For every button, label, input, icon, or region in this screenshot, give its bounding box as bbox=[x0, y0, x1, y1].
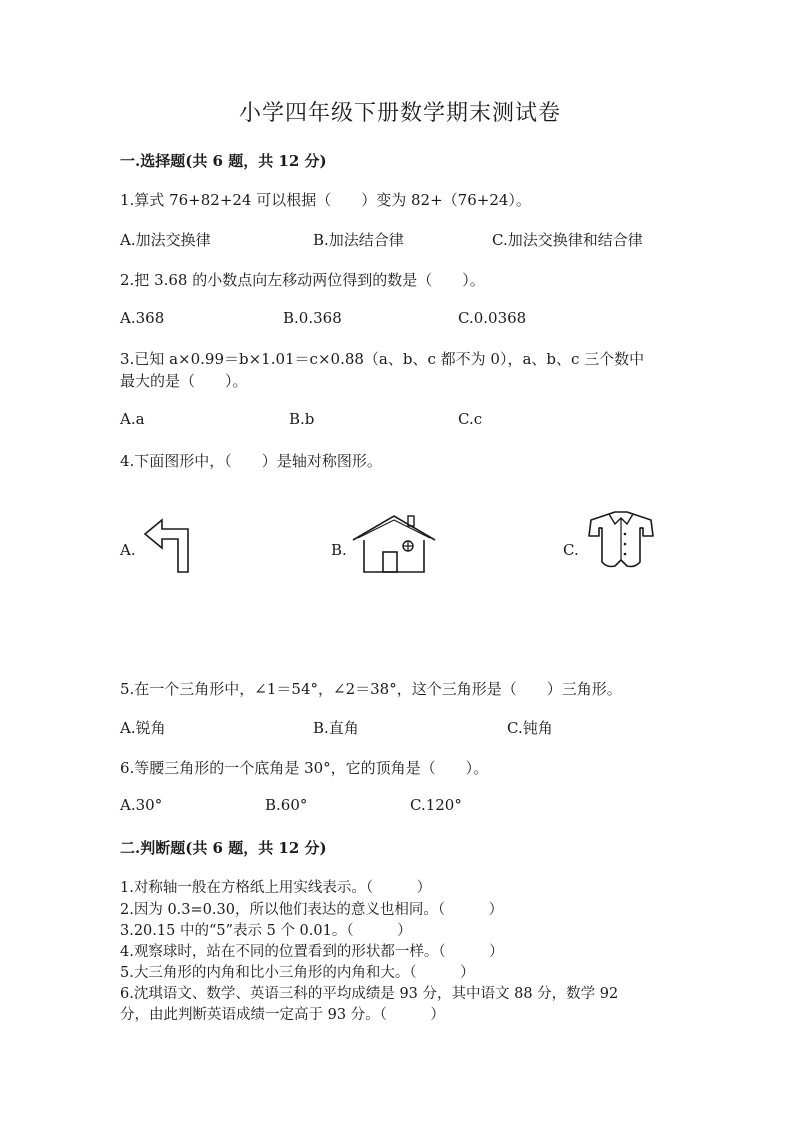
question-6-option-c: C.120° bbox=[410, 796, 462, 814]
true-false-item-5: 5.大三角形的内角和比小三角形的内角和大。（ ） bbox=[120, 965, 475, 981]
question-6-option-a: A.30° bbox=[120, 796, 163, 814]
question-5-option-a: A.锐角 bbox=[120, 719, 166, 737]
question-4-option-a: A. bbox=[120, 541, 136, 559]
section-heading-true-false: 二.判断题(共 6 题，共 12 分) bbox=[120, 839, 327, 857]
arrow-turn-left-icon bbox=[140, 516, 196, 576]
question-5-option-b: B.直角 bbox=[313, 719, 359, 737]
question-2-text: 2.把 3.68 的小数点向左移动两位得到的数是（ ）。 bbox=[120, 271, 485, 289]
question-2-option-b: B.0.368 bbox=[283, 309, 342, 327]
question-5-text: 5.在一个三角形中，∠1＝54°，∠2＝38°，这个三角形是（ ）三角形。 bbox=[120, 680, 622, 698]
question-2-option-c: C.0.0368 bbox=[458, 309, 527, 327]
question-6-option-b: B.60° bbox=[265, 796, 308, 814]
true-false-item-4: 4.观察球时，站在不同的位置看到的形状都一样。（ ） bbox=[120, 944, 504, 960]
question-3-option-c: C.c bbox=[458, 410, 483, 428]
question-3-option-b: B.b bbox=[289, 410, 315, 428]
question-2-option-a: A.368 bbox=[120, 309, 165, 327]
question-4-option-b: B. bbox=[331, 541, 347, 559]
question-6-text: 6.等腰三角形的一个底角是 30°，它的顶角是（ ）。 bbox=[120, 759, 489, 777]
question-4-option-c: C. bbox=[563, 541, 579, 559]
true-false-item-2: 2.因为 0.3=0.30，所以他们表达的意义也相同。（ ） bbox=[120, 902, 504, 918]
question-5-option-c: C.钝角 bbox=[507, 719, 553, 737]
question-1-option-a: A.加法交换律 bbox=[120, 231, 211, 249]
true-false-item-6-line-1: 6.沈琪语文、数学、英语三科的平均成绩是 93 分，其中语文 88 分，数学 92 bbox=[120, 986, 619, 1002]
question-4-text: 4.下面图形中，（ ）是轴对称图形。 bbox=[120, 452, 382, 470]
true-false-item-6-line-2: 分，由此判断英语成绩一定高于 93 分。（ ） bbox=[120, 1007, 445, 1023]
question-1-option-c: C.加法交换律和结合律 bbox=[492, 231, 643, 249]
question-1-option-b: B.加法结合律 bbox=[313, 231, 404, 249]
true-false-item-3: 3.20.15 中的“5”表示 5 个 0.01。（ ） bbox=[120, 923, 412, 939]
question-3-text-line-2: 最大的是（ ）。 bbox=[120, 372, 248, 390]
true-false-item-1: 1.对称轴一般在方格纸上用实线表示。（ ） bbox=[120, 880, 432, 896]
question-3-text-line-1: 3.已知 a×0.99＝b×1.01＝c×0.88（a、b、c 都不为 0），a、b、c 三个数中 bbox=[120, 350, 645, 368]
question-3-option-a: A.a bbox=[120, 410, 145, 428]
shirt-icon bbox=[585, 510, 657, 570]
page-title: 小学四年级下册数学期末测试卷 bbox=[238, 101, 561, 126]
question-1-text: 1.算式 76+82+24 可以根据（ ）变为 82+（76+24）。 bbox=[120, 191, 531, 209]
section-heading-choice: 一.选择题(共 6 题，共 12 分) bbox=[120, 152, 327, 170]
house-icon bbox=[350, 512, 438, 576]
